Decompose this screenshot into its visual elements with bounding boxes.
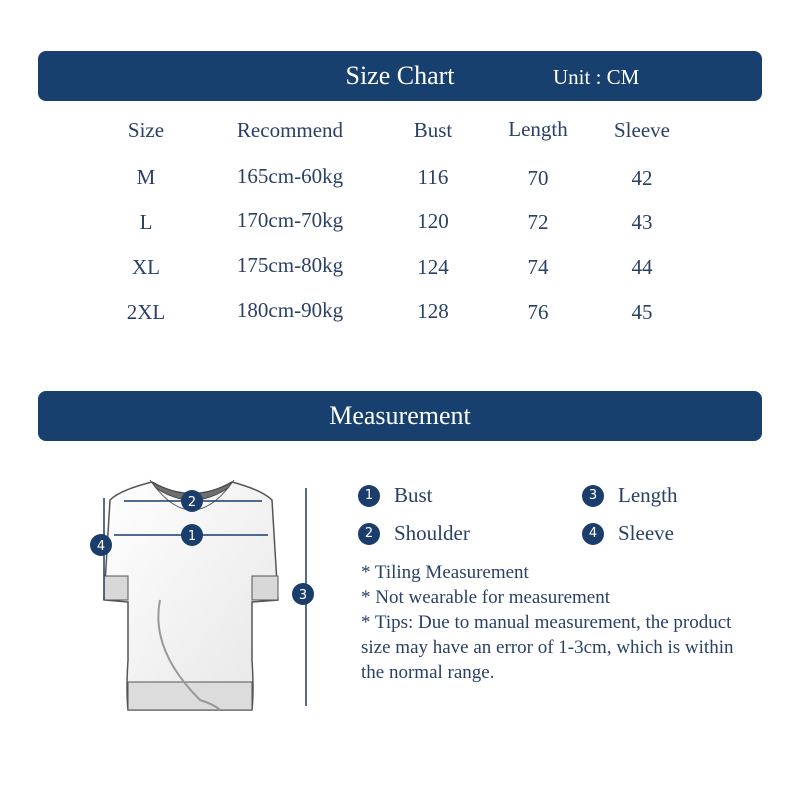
table-cell-recommend: 175cm-80kg xyxy=(236,253,344,277)
legend-item-shoulder xyxy=(358,521,470,546)
table-cell-sleeve: 45 xyxy=(631,300,653,324)
size-chart-title: Size Chart xyxy=(345,61,455,90)
legend-item-bust xyxy=(358,483,433,508)
number-1-icon: 1 xyxy=(358,485,380,507)
sleeve-cuff-right xyxy=(252,576,278,600)
legend-label: Length xyxy=(618,483,678,507)
table-cell-size: 2XL xyxy=(126,300,166,324)
measurement-title: Measurement xyxy=(329,401,471,430)
measurement-banner xyxy=(38,391,762,441)
sleeve-cuff-left xyxy=(104,576,128,600)
table-header-size: Size xyxy=(127,118,165,142)
hem-band xyxy=(128,682,252,710)
legend-label: Shoulder xyxy=(394,521,470,545)
table-cell-bust: 124 xyxy=(417,255,449,279)
number-4-icon: 4 xyxy=(582,523,604,545)
legend-label: Bust xyxy=(394,483,433,507)
legend-item-sleeve xyxy=(582,521,674,546)
note-tips: * Tips: Due to manual measurement, the product size may have an error of 1-3cm, which is within the normal range. xyxy=(361,612,734,683)
table-cell-length: 72 xyxy=(527,210,549,234)
table-header-sleeve: Sleeve xyxy=(614,118,670,142)
table-cell-bust: 120 xyxy=(417,209,449,233)
number-2-icon: 2 xyxy=(358,523,380,545)
note-not-wearable: * Not wearable for measurement xyxy=(361,587,611,608)
table-cell-length: 76 xyxy=(527,300,549,324)
table-cell-recommend: 165cm-60kg xyxy=(236,164,344,188)
table-cell-recommend: 180cm-90kg xyxy=(236,298,344,322)
table-cell-bust: 116 xyxy=(417,165,449,189)
table-cell-sleeve: 44 xyxy=(631,255,653,279)
unit-label: Unit : CM xyxy=(553,65,640,89)
size-chart-banner xyxy=(38,51,762,101)
table-header-bust: Bust xyxy=(413,118,453,142)
table-cell-bust: 128 xyxy=(417,299,449,323)
table-cell-length: 74 xyxy=(527,255,549,279)
table-cell-sleeve: 43 xyxy=(631,210,653,234)
table-cell-size: L xyxy=(139,210,153,234)
number-3-icon: 3 xyxy=(582,485,604,507)
table-header-length: Length xyxy=(508,117,568,141)
svg-text:4: 4 xyxy=(96,539,106,554)
legend-item-length xyxy=(582,483,677,508)
note-tiling: * Tiling Measurement xyxy=(361,562,529,583)
table-cell-size: XL xyxy=(132,255,160,279)
measurement-notes xyxy=(361,560,761,685)
legend-label: Sleeve xyxy=(618,521,674,545)
table-cell-recommend: 170cm-70kg xyxy=(236,208,344,232)
svg-text:1: 1 xyxy=(187,529,197,544)
table-cell-size: M xyxy=(136,165,156,189)
table-cell-sleeve: 42 xyxy=(631,166,653,190)
svg-text:2: 2 xyxy=(187,495,197,510)
table-header-recommend: Recommend xyxy=(236,118,344,142)
svg-text:3: 3 xyxy=(298,588,308,603)
tshirt-diagram xyxy=(80,470,340,730)
table-cell-length: 70 xyxy=(527,166,549,190)
